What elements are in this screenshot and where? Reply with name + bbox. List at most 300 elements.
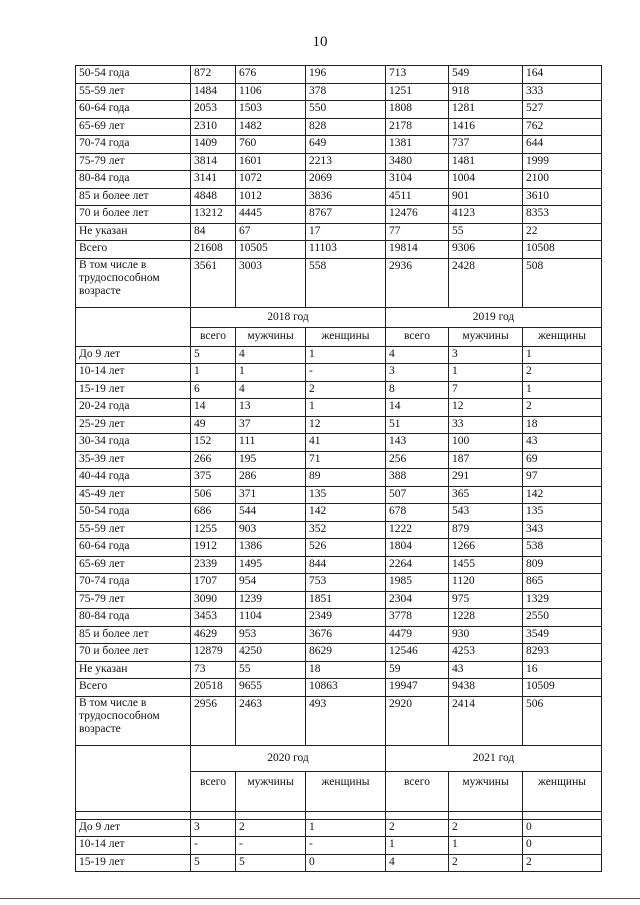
value-cell: 1386 [236, 539, 306, 557]
column-header: женщины [523, 771, 602, 811]
column-header: женщины [306, 327, 386, 346]
header-blank-cell [76, 745, 191, 811]
row-label: 85 и более лет [76, 626, 191, 644]
value-cell: 1985 [386, 574, 449, 592]
value-cell: 10863 [306, 679, 386, 697]
value-cell: 3 [386, 364, 449, 382]
value-cell: 2 [523, 364, 602, 382]
value-cell: 2428 [449, 258, 523, 307]
value-cell: 844 [306, 556, 386, 574]
value-cell: 686 [191, 504, 236, 522]
value-cell: 142 [523, 486, 602, 504]
value-cell: 3 [191, 819, 236, 837]
row-label: 10-14 лет [76, 364, 191, 382]
value-cell: - [236, 837, 306, 855]
value-cell: 9438 [449, 679, 523, 697]
value-cell: 2 [449, 854, 523, 872]
value-cell: 1239 [236, 591, 306, 609]
value-cell: 1 [386, 837, 449, 855]
value-cell: 9655 [236, 679, 306, 697]
table-row [76, 451, 602, 469]
value-cell: 41 [306, 434, 386, 452]
table-row [76, 469, 602, 487]
table-row [76, 416, 602, 434]
table-row [76, 381, 602, 399]
table-row [76, 399, 602, 417]
value-cell: 2550 [523, 609, 602, 627]
value-cell: 4479 [386, 626, 449, 644]
table-row [76, 136, 602, 154]
table-row [76, 83, 602, 101]
value-cell: 1 [523, 381, 602, 399]
value-cell: 644 [523, 136, 602, 154]
value-cell: 152 [191, 434, 236, 452]
value-cell: 14 [386, 399, 449, 417]
value-cell: 14 [191, 399, 236, 417]
value-cell: 1 [306, 346, 386, 364]
row-label: До 9 лет [76, 346, 191, 364]
value-cell: 1329 [523, 591, 602, 609]
value-cell: 549 [449, 66, 523, 84]
value-cell: 5 [191, 854, 236, 872]
value-cell: 2463 [236, 696, 306, 745]
value-cell: 1 [306, 399, 386, 417]
value-cell: 1255 [191, 521, 236, 539]
value-cell: 550 [306, 101, 386, 119]
value-cell: 526 [306, 539, 386, 557]
value-cell: 2 [306, 381, 386, 399]
value-cell: 1 [306, 819, 386, 837]
value-cell: 1222 [386, 521, 449, 539]
table-row [76, 626, 602, 644]
row-label: 55-59 лет [76, 83, 191, 101]
value-cell: 12546 [386, 644, 449, 662]
value-cell: 12476 [386, 206, 449, 224]
value-cell: 9306 [449, 241, 523, 259]
value-cell: 3090 [191, 591, 236, 609]
value-cell: 11103 [306, 241, 386, 259]
value-cell: 2 [236, 819, 306, 837]
table-row [76, 609, 602, 627]
value-cell: 1481 [449, 153, 523, 171]
value-cell: 8 [386, 381, 449, 399]
value-cell: 809 [523, 556, 602, 574]
value-cell: 543 [449, 504, 523, 522]
value-cell: 1120 [449, 574, 523, 592]
value-cell: 2936 [386, 258, 449, 307]
value-cell: - [191, 837, 236, 855]
value-cell: 164 [523, 66, 602, 84]
column-header: всего [386, 327, 449, 346]
row-label: В том числе в трудоспособном возрасте [76, 258, 191, 307]
value-cell: 4629 [191, 626, 236, 644]
value-cell: 2349 [306, 609, 386, 627]
value-cell: 1416 [449, 118, 523, 136]
value-cell: 286 [236, 469, 306, 487]
empty-cell [236, 811, 306, 819]
value-cell: 67 [236, 223, 306, 241]
table-row [76, 223, 602, 241]
value-cell: 506 [191, 486, 236, 504]
column-header: мужчины [449, 771, 523, 811]
value-cell: 43 [523, 434, 602, 452]
value-cell: 111 [236, 434, 306, 452]
value-cell: 1601 [236, 153, 306, 171]
empty-cell [306, 811, 386, 819]
row-label: 70 и более лет [76, 644, 191, 662]
column-header: мужчины [236, 771, 306, 811]
row-label: 55-59 лет [76, 521, 191, 539]
table-row [76, 591, 602, 609]
value-cell: 4250 [236, 644, 306, 662]
value-cell: 142 [306, 504, 386, 522]
table-row [76, 118, 602, 136]
value-cell: 1503 [236, 101, 306, 119]
value-cell: 1409 [191, 136, 236, 154]
value-cell: 954 [236, 574, 306, 592]
value-cell: 2213 [306, 153, 386, 171]
value-cell: 3676 [306, 626, 386, 644]
value-cell: 19814 [386, 241, 449, 259]
value-cell: 3778 [386, 609, 449, 627]
value-cell: 55 [236, 661, 306, 679]
value-cell: 737 [449, 136, 523, 154]
value-cell: 865 [523, 574, 602, 592]
year-header: 2019 год [386, 307, 602, 327]
value-cell: 1912 [191, 539, 236, 557]
page-bottom-rule [0, 898, 640, 899]
row-label: Всего [76, 679, 191, 697]
value-cell: 3003 [236, 258, 306, 307]
page-number: 10 [312, 34, 328, 50]
value-cell: 3549 [523, 626, 602, 644]
value-cell: 291 [449, 469, 523, 487]
value-cell: 4511 [386, 188, 449, 206]
value-cell: 333 [523, 83, 602, 101]
table-row [76, 696, 602, 745]
value-cell: 1 [449, 837, 523, 855]
value-cell: 1804 [386, 539, 449, 557]
value-cell: 0 [523, 819, 602, 837]
value-cell: 371 [236, 486, 306, 504]
row-label: 80-84 года [76, 171, 191, 189]
value-cell: 2 [386, 819, 449, 837]
table-row [76, 171, 602, 189]
value-cell: 17 [306, 223, 386, 241]
row-label: Не указан [76, 223, 191, 241]
column-header: всего [386, 771, 449, 811]
value-cell: 2178 [386, 118, 449, 136]
value-cell: 18 [523, 416, 602, 434]
row-label: 15-19 лет [76, 854, 191, 872]
value-cell: 678 [386, 504, 449, 522]
table-row [76, 556, 602, 574]
row-label: В том числе в трудоспособном возрасте [76, 696, 191, 745]
table-row [76, 661, 602, 679]
value-cell: 4445 [236, 206, 306, 224]
value-cell: 4 [386, 346, 449, 364]
value-cell: 558 [306, 258, 386, 307]
value-cell: 762 [523, 118, 602, 136]
row-label: 75-79 лет [76, 153, 191, 171]
table-row [76, 679, 602, 697]
value-cell: 12 [449, 399, 523, 417]
row-label: 30-34 года [76, 434, 191, 452]
value-cell: 2069 [306, 171, 386, 189]
value-cell: 1281 [449, 101, 523, 119]
table-row [76, 364, 602, 382]
value-cell: - [306, 364, 386, 382]
value-cell: 3480 [386, 153, 449, 171]
value-cell: 266 [191, 451, 236, 469]
row-label: 85 и более лет [76, 188, 191, 206]
value-cell: 2100 [523, 171, 602, 189]
value-cell: 19947 [386, 679, 449, 697]
value-cell: 33 [449, 416, 523, 434]
table-row [76, 101, 602, 119]
value-cell: 3610 [523, 188, 602, 206]
value-cell: 97 [523, 469, 602, 487]
value-cell: 375 [191, 469, 236, 487]
table-row [76, 258, 602, 307]
row-label: 65-69 лет [76, 556, 191, 574]
value-cell: 12879 [191, 644, 236, 662]
table-row [76, 346, 602, 364]
value-cell: 59 [386, 661, 449, 679]
spacer-row [76, 811, 602, 819]
value-cell: 1012 [236, 188, 306, 206]
value-cell: 1455 [449, 556, 523, 574]
value-cell: 352 [306, 521, 386, 539]
column-header: мужчины [449, 327, 523, 346]
value-cell: 713 [386, 66, 449, 84]
value-cell: 2 [523, 854, 602, 872]
value-cell: 538 [523, 539, 602, 557]
value-cell: 20518 [191, 679, 236, 697]
value-cell: 3141 [191, 171, 236, 189]
value-cell: 1482 [236, 118, 306, 136]
value-cell: 2 [449, 819, 523, 837]
row-label: Не указан [76, 661, 191, 679]
table-row [76, 434, 602, 452]
value-cell: 4 [236, 346, 306, 364]
value-cell: 903 [236, 521, 306, 539]
value-cell: 1495 [236, 556, 306, 574]
table-row [76, 486, 602, 504]
table-row [76, 504, 602, 522]
value-cell: 4123 [449, 206, 523, 224]
row-label: 60-64 года [76, 101, 191, 119]
row-label: До 9 лет [76, 819, 191, 837]
value-cell: 8353 [523, 206, 602, 224]
value-cell: 760 [236, 136, 306, 154]
value-cell: 10509 [523, 679, 602, 697]
column-header: мужчины [236, 327, 306, 346]
value-cell: 73 [191, 661, 236, 679]
value-cell: 13 [236, 399, 306, 417]
value-cell: 2264 [386, 556, 449, 574]
value-cell: 1104 [236, 609, 306, 627]
value-cell: 388 [386, 469, 449, 487]
value-cell: 21608 [191, 241, 236, 259]
header-blank-cell [76, 307, 191, 346]
value-cell: 508 [523, 258, 602, 307]
value-cell: 1808 [386, 101, 449, 119]
value-cell: 544 [236, 504, 306, 522]
value-cell: 37 [236, 416, 306, 434]
row-label: 20-24 года [76, 399, 191, 417]
value-cell: 100 [449, 434, 523, 452]
value-cell: 43 [449, 661, 523, 679]
row-label: 70-74 года [76, 574, 191, 592]
value-cell: 0 [523, 837, 602, 855]
value-cell: 879 [449, 521, 523, 539]
value-cell: 143 [386, 434, 449, 452]
value-cell: 7 [449, 381, 523, 399]
value-cell: 195 [236, 451, 306, 469]
row-label: 50-54 года [76, 504, 191, 522]
value-cell: 930 [449, 626, 523, 644]
value-cell: 676 [236, 66, 306, 84]
value-cell: 2304 [386, 591, 449, 609]
value-cell: 2 [523, 399, 602, 417]
value-cell: 918 [449, 83, 523, 101]
value-cell: 753 [306, 574, 386, 592]
row-label: 40-44 года [76, 469, 191, 487]
value-cell: 975 [449, 591, 523, 609]
value-cell: 3561 [191, 258, 236, 307]
row-label: 25-29 лет [76, 416, 191, 434]
value-cell: 2339 [191, 556, 236, 574]
empty-cell [76, 811, 191, 819]
year-header: 2020 год [191, 745, 386, 771]
value-cell: 2920 [386, 696, 449, 745]
year-header-row [76, 745, 602, 771]
row-label: 70 и более лет [76, 206, 191, 224]
value-cell: 343 [523, 521, 602, 539]
value-cell: 2956 [191, 696, 236, 745]
value-cell: - [306, 837, 386, 855]
column-header: всего [191, 327, 236, 346]
value-cell: 2414 [449, 696, 523, 745]
value-cell: 4253 [449, 644, 523, 662]
empty-cell [449, 811, 523, 819]
row-label: 50-54 года [76, 66, 191, 84]
value-cell: 49 [191, 416, 236, 434]
value-cell: 3104 [386, 171, 449, 189]
year-header: 2021 год [386, 745, 602, 771]
table-row [76, 241, 602, 259]
value-cell: 12 [306, 416, 386, 434]
value-cell: 1228 [449, 609, 523, 627]
table-row [76, 521, 602, 539]
row-label: 10-14 лет [76, 837, 191, 855]
table-row [76, 574, 602, 592]
value-cell: 84 [191, 223, 236, 241]
value-cell: 493 [306, 696, 386, 745]
row-label: 75-79 лет [76, 591, 191, 609]
table-row [76, 837, 602, 855]
value-cell: 649 [306, 136, 386, 154]
value-cell: 18 [306, 661, 386, 679]
value-cell: 71 [306, 451, 386, 469]
value-cell: 1 [523, 346, 602, 364]
value-cell: 77 [386, 223, 449, 241]
empty-cell [523, 811, 602, 819]
value-cell: 4 [236, 381, 306, 399]
column-header: всего [191, 771, 236, 811]
value-cell: 13212 [191, 206, 236, 224]
value-cell: 1 [236, 364, 306, 382]
table-row [76, 819, 602, 837]
value-cell: 507 [386, 486, 449, 504]
value-cell: 22 [523, 223, 602, 241]
value-cell: 4848 [191, 188, 236, 206]
value-cell: 1 [191, 364, 236, 382]
table-row [76, 644, 602, 662]
table-row [76, 206, 602, 224]
value-cell: 1 [449, 364, 523, 382]
value-cell: 1251 [386, 83, 449, 101]
table-row [76, 153, 602, 171]
table-row [76, 66, 602, 84]
value-cell: 135 [306, 486, 386, 504]
value-cell: 256 [386, 451, 449, 469]
value-cell: 5 [191, 346, 236, 364]
value-cell: 3 [449, 346, 523, 364]
row-label: 35-39 лет [76, 451, 191, 469]
value-cell: 1004 [449, 171, 523, 189]
value-cell: 1106 [236, 83, 306, 101]
value-cell: 187 [449, 451, 523, 469]
value-cell: 506 [523, 696, 602, 745]
value-cell: 1072 [236, 171, 306, 189]
value-cell: 1851 [306, 591, 386, 609]
value-cell: 1484 [191, 83, 236, 101]
row-label: 70-74 года [76, 136, 191, 154]
value-cell: 55 [449, 223, 523, 241]
year-header: 2018 год [191, 307, 386, 327]
table-row [76, 854, 602, 872]
column-header: женщины [306, 771, 386, 811]
value-cell: 1266 [449, 539, 523, 557]
value-cell: 6 [191, 381, 236, 399]
value-cell: 872 [191, 66, 236, 84]
value-cell: 3453 [191, 609, 236, 627]
value-cell: 0 [306, 854, 386, 872]
column-header: женщины [523, 327, 602, 346]
value-cell: 16 [523, 661, 602, 679]
value-cell: 5 [236, 854, 306, 872]
empty-cell [191, 811, 236, 819]
value-cell: 365 [449, 486, 523, 504]
row-label: 80-84 года [76, 609, 191, 627]
row-label: 60-64 года [76, 539, 191, 557]
value-cell: 10508 [523, 241, 602, 259]
row-label: Всего [76, 241, 191, 259]
value-cell: 135 [523, 504, 602, 522]
value-cell: 901 [449, 188, 523, 206]
value-cell: 527 [523, 101, 602, 119]
year-header-row [76, 307, 602, 327]
value-cell: 4 [386, 854, 449, 872]
value-cell: 8629 [306, 644, 386, 662]
value-cell: 828 [306, 118, 386, 136]
value-cell: 1381 [386, 136, 449, 154]
empty-cell [386, 811, 449, 819]
value-cell: 8767 [306, 206, 386, 224]
value-cell: 196 [306, 66, 386, 84]
